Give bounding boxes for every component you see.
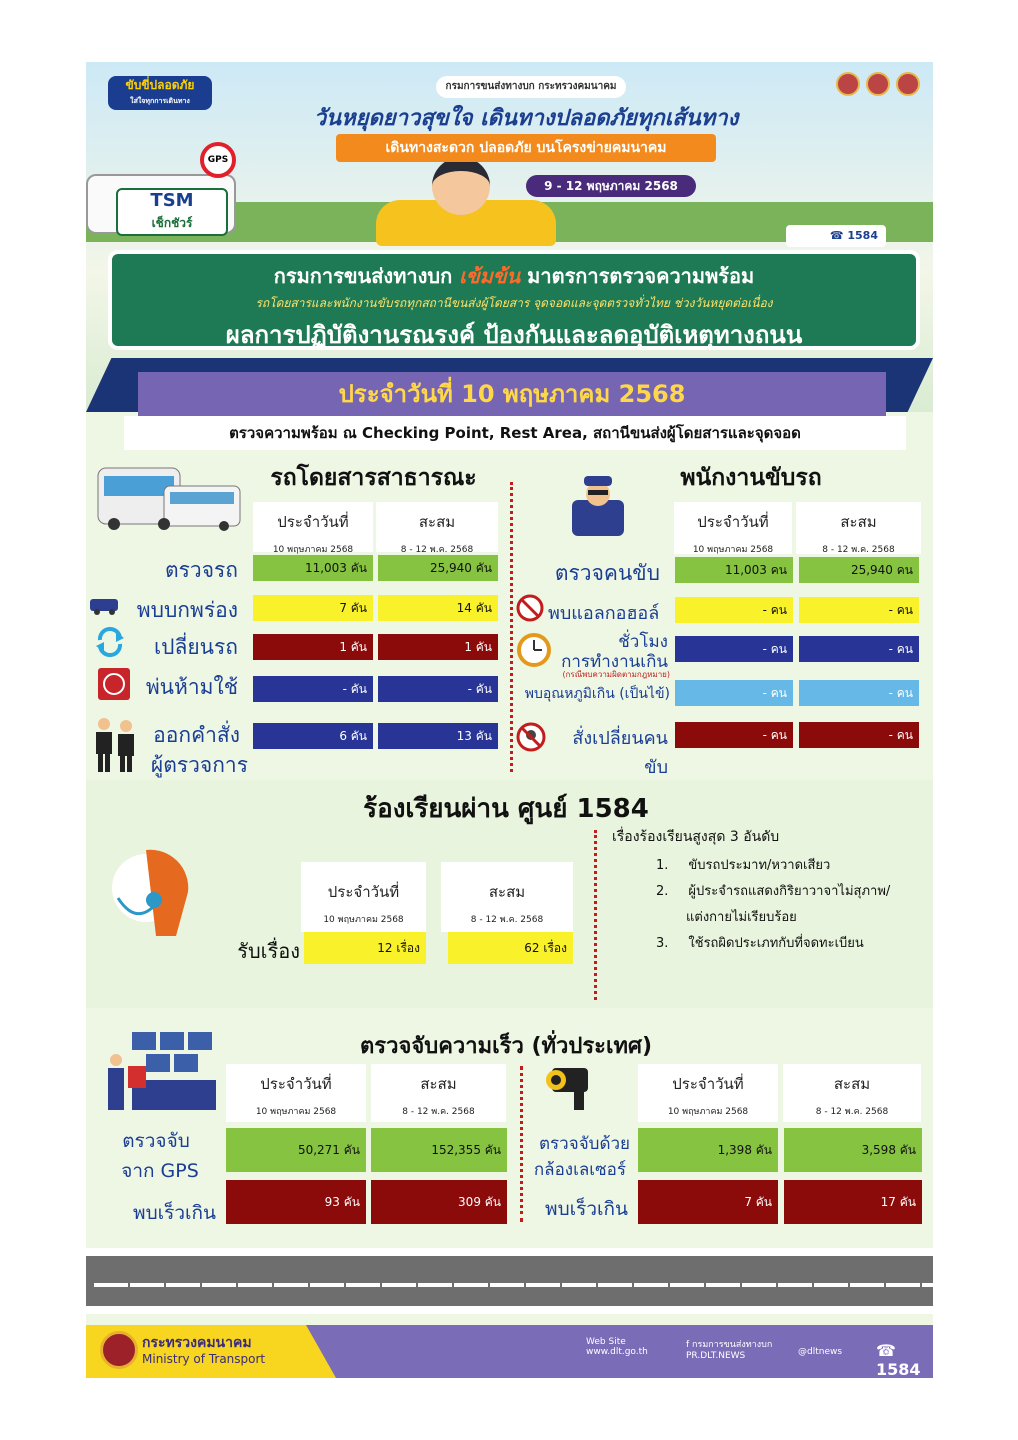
col-total-date: 8 - 12 พ.ค. 2568 (400, 545, 474, 555)
bus-section-title: รถโดยสารสาธารณะ (270, 465, 477, 491)
bus-row-label: ออกคำสั่ง (153, 723, 240, 747)
lane-dash (382, 1283, 416, 1287)
facebook-link[interactable]: f กรมการขนส่งทางบก PR.DLT.NEWS (686, 1340, 773, 1361)
bus-row-label2: ผู้ตรวจการ (150, 753, 248, 777)
lane-dash (670, 1283, 704, 1287)
lane-dash (814, 1283, 848, 1287)
bus-defect-daily: 7 คัน (253, 595, 373, 621)
col-total-date: 8 - 12 พ.ค. 2568 (815, 1107, 889, 1117)
bus-order-total: 13 คัน (378, 723, 498, 749)
driver-alcohol-total: - คน (799, 597, 919, 623)
laser-daily: 1,398 คัน (638, 1128, 778, 1172)
col-total-date: 8 - 12 พ.ค. 2568 (402, 1107, 475, 1117)
date-title: ประจำวันที่ 10 พฤษภาคม 2568 (138, 372, 886, 416)
hotline-badge: ☎ 1584 (786, 225, 886, 247)
gps-label2: จาก GPS (121, 1160, 199, 1182)
lane-dash (598, 1283, 632, 1287)
driver-inspect-total: 25,940 คน (799, 557, 919, 583)
driver-illustration (432, 157, 490, 215)
gps-col-daily (226, 1064, 366, 1122)
gps-pin-icon: GPS (200, 142, 236, 178)
col-total-label: สะสม (420, 1075, 457, 1093)
top-complaint-item (656, 880, 890, 901)
lane-dash (742, 1283, 776, 1287)
rank-number: 2. (656, 884, 669, 899)
banner-line1-b: เข้มข้น (459, 264, 521, 288)
col-total-label: สะสม (833, 1075, 871, 1093)
gps-over-daily: 93 คัน (226, 1180, 366, 1224)
lane-dash (346, 1283, 380, 1287)
laser-col-daily (638, 1064, 778, 1122)
gps-over-label: พบเร็วเกิน (133, 1202, 216, 1224)
headline-banner (108, 250, 920, 350)
safe-driving-badge (108, 76, 212, 110)
infographic-poster (86, 62, 933, 1378)
driver-hours-daily: - คน (675, 636, 793, 662)
bus-col-total (376, 502, 498, 555)
banner-line1-c: มาตรการตรวจความพร้อม (520, 264, 755, 288)
driver-hours-total: - คน (799, 636, 919, 662)
laser-over-total: 17 คัน (784, 1180, 922, 1224)
lane-dash (310, 1283, 344, 1287)
laser-total: 3,598 คัน (784, 1128, 922, 1172)
no-driver-icon (516, 722, 546, 752)
col-daily-date: 10 พฤษภาคม 2568 (667, 1107, 749, 1117)
agency-logos (836, 72, 926, 96)
call-center-icon (106, 840, 198, 946)
col-daily-date: 10 พฤษภาคม 2568 (692, 545, 774, 555)
ministry-name (142, 1335, 265, 1367)
driver-icon (570, 470, 626, 536)
col-daily-label: ประจำวันที่ (672, 1075, 744, 1093)
driver-alcohol-daily: - คน (675, 597, 793, 623)
lane-dash (94, 1283, 128, 1287)
col-daily-label: ประจำวันที่ (327, 883, 400, 901)
driver-row-label: พบแอลกอฮอล์ (548, 603, 660, 624)
driver-row-note: (กรณีพบความผิดตามกฎหมาย) (562, 670, 670, 679)
lane-dash (490, 1283, 524, 1287)
tsm-text: TSM (150, 190, 194, 211)
rank-number: 1. (656, 858, 669, 873)
lane-dash (130, 1283, 164, 1287)
complaint-label: รับเรื่อง (237, 939, 300, 963)
hotline-number: 1584 (847, 229, 878, 242)
call-center[interactable]: ☎ 1584 (876, 1341, 921, 1378)
safe-badge-sub: ใส่ใจทุกการเดินทาง (130, 97, 190, 105)
laser-label: ตรวจจับด้วย (539, 1134, 630, 1154)
ministry-seal-icon (100, 1331, 138, 1369)
col-daily-label: ประจำวันที่ (697, 513, 769, 531)
banner-line3: ผลการปฏิบัติงานรณรงค์ ป้องกันและลดอุบัติเหตุทางถนน (225, 321, 803, 349)
dates-pill: 9 - 12 พฤษภาคม 2568 (526, 175, 696, 197)
banner-line1-a: กรมการขนส่งทางบก (273, 264, 460, 288)
gps-label: ตรวจจับ (122, 1130, 190, 1152)
line-link[interactable] (798, 1347, 842, 1357)
safe-badge-text: ขับขี่ปลอดภัย (125, 78, 195, 92)
lane-dash (202, 1283, 236, 1287)
ministry-th: กระทรวงคมนาคม (142, 1335, 252, 1351)
col-daily-label: ประจำวันที่ (277, 513, 349, 531)
col-daily-label: ประจำวันที่ (260, 1075, 332, 1093)
lane-dash (238, 1283, 272, 1287)
bus-change-daily: 1 คัน (253, 634, 373, 660)
bus-ban-total: - คัน (378, 676, 498, 702)
bus-inspect-daily: 11,003 คัน (253, 555, 373, 581)
top-complaint-item (656, 854, 830, 875)
bus-col-daily (253, 502, 373, 555)
driver-replace-total: - คน (799, 722, 919, 748)
facebook-name: กรมการขนส่งทางบก (692, 1340, 773, 1350)
lane-dash (526, 1283, 560, 1287)
col-total-date: 8 - 12 พ.ค. 2568 (822, 545, 895, 555)
ministry-en: Ministry of Transport (142, 1352, 266, 1366)
bus-order-daily: 6 คัน (253, 723, 373, 749)
gps-over-total: 309 คัน (371, 1180, 507, 1224)
driver-col-daily (674, 502, 792, 554)
laser-col-total (783, 1064, 921, 1122)
laser-label2: กล้องเลเซอร์ (533, 1160, 626, 1180)
line-id: @dltnews (798, 1347, 843, 1357)
col-daily-date: 10 พฤษภาคม 2568 (255, 1107, 337, 1117)
website[interactable] (586, 1337, 648, 1357)
website-url: www.dlt.go.th (586, 1347, 648, 1357)
tsm-badge (116, 188, 228, 236)
col-total-label: สะสม (418, 513, 456, 531)
no-alcohol-icon (516, 594, 544, 622)
driver-row-label: ตรวจคนขับ (554, 561, 660, 585)
col-daily-date: 10 พฤษภาคม 2568 (323, 915, 404, 925)
bus-row-label: พ่นห้ามใช้ (145, 675, 238, 699)
prohibit-sticker-icon (98, 668, 130, 700)
complaint-col-total (441, 862, 573, 932)
call-center-number: 1584 (876, 1360, 921, 1378)
driver-row-label: ชั่วโมง (618, 632, 668, 652)
check-text: ตรวจความพร้อม ณ Checking Point, Rest Area, สถานีขนส่งผู้โดยสารและจุดจอด (124, 416, 906, 450)
bus-inspect-total: 25,940 คัน (378, 555, 498, 581)
col-total-label: สะสม (840, 513, 877, 531)
lane-dash (418, 1283, 452, 1287)
logo-seal-icon (836, 72, 860, 96)
bus-icon (94, 462, 244, 534)
top-complaint-item-cont: แต่งกายไม่เรียบร้อย (686, 910, 797, 925)
complaint-col-daily (301, 862, 426, 932)
banner-line2: รถโดยสารและพนักงานขับรถทุกสถานีขนส่งผู้โดยสาร จุดจอดและจุดตรวจทั่วไทย ช่วงวันหยุดต่อเนื่อง (255, 296, 773, 310)
lane-dash (706, 1283, 740, 1287)
col-total-label: สะสม (488, 883, 526, 901)
sub-slogan: เดินทางสะดวก ปลอดภัย บนโครงข่ายคมนาคม (336, 134, 716, 162)
rank-text: ใช้รถผิดประเภทกับที่จดทะเบียน (688, 936, 864, 951)
laser-over-label: พบเร็วเกิน (545, 1198, 628, 1220)
lane-dash (274, 1283, 308, 1287)
driver-col-total (796, 502, 921, 554)
lane-dash (634, 1283, 668, 1287)
complaint-daily: 12 เรื่อง (304, 932, 426, 964)
complaint-total: 62 เรื่อง (448, 932, 573, 964)
bus-defect-total: 14 คัน (378, 595, 498, 621)
rank-number: 3. (656, 936, 669, 951)
driver-fever-total: - คน (799, 680, 919, 706)
driver-inspect-daily: 11,003 คน (675, 557, 793, 583)
road-graphic (86, 1248, 933, 1314)
col-daily-date: 10 พฤษภาคม 2568 (272, 545, 354, 555)
lane-dash (166, 1283, 200, 1287)
laser-gun-icon (538, 1062, 598, 1112)
gps-daily: 50,271 คัน (226, 1128, 366, 1172)
driver-row-label: พบอุณหภูมิเกิน (เป็นไข้) (524, 686, 670, 702)
broken-bus-icon (88, 596, 122, 616)
lane-dash (922, 1283, 933, 1287)
driver-replace-daily: - คน (675, 722, 793, 748)
section-divider (510, 482, 513, 772)
top-complaint-item (656, 932, 864, 953)
lane-dash (886, 1283, 920, 1287)
logo-seal-icon (896, 72, 920, 96)
dept-pill: กรมการขนส่งทางบก กระทรวงคมนาคม (436, 76, 626, 98)
footer (86, 1325, 933, 1378)
driver-section-title: พนักงานขับรถ (680, 465, 822, 491)
website-label: Web Site (586, 1337, 626, 1347)
top-complaints-title: เรื่องร้องเรียนสูงสุด 3 อันดับ (612, 829, 780, 845)
bus-row-label: เปลี่ยนรถ (153, 635, 238, 659)
rank-text: ผู้ประจำรถแสดงกิริยาวาจาไม่สุภาพ/ (688, 884, 891, 899)
logo-seal-icon (866, 72, 890, 96)
control-room-icon (102, 1030, 218, 1112)
speed-divider (520, 1066, 523, 1222)
driver-fever-daily: - คน (675, 680, 793, 706)
speed-title: ตรวจจับความเร็ว (ทั่วประเทศ) (359, 1034, 653, 1059)
gps-col-total (371, 1064, 506, 1122)
banner-line1 (112, 260, 916, 292)
driver-row-label2: การทำงานเกิน (561, 652, 668, 672)
laser-over-daily: 7 คัน (638, 1180, 778, 1224)
rank-text: ขับรถประมาท/หวาดเสียว (688, 858, 831, 873)
gps-total: 152,355 คัน (371, 1128, 507, 1172)
bus-ban-daily: - คัน (253, 676, 373, 702)
bus-row-label: ตรวจรถ (164, 558, 238, 582)
bus-row-label: พบบกพร่อง (136, 598, 238, 622)
tsm-sub: เช็กชัวร์ (151, 216, 193, 230)
complaint-title: ร้องเรียนผ่าน ศูนย์ 1584 (363, 794, 649, 824)
lane-dash (454, 1283, 488, 1287)
facebook-sub: PR.DLT.NEWS (686, 1351, 746, 1361)
lane-dash (562, 1283, 596, 1287)
col-total-date: 8 - 12 พ.ค. 2568 (470, 915, 544, 925)
lane-dash (850, 1283, 884, 1287)
swap-arrows-icon (94, 626, 126, 658)
complaint-divider (594, 830, 597, 1000)
bus-change-total: 1 คัน (378, 634, 498, 660)
slogan: วันหยุดยาวสุขใจ เดินทางปลอดภัยทุกเส้นทาง (313, 106, 739, 131)
lane-dash (778, 1283, 812, 1287)
driver-row-label: สั่งเปลี่ยนคนขับ (572, 728, 668, 778)
